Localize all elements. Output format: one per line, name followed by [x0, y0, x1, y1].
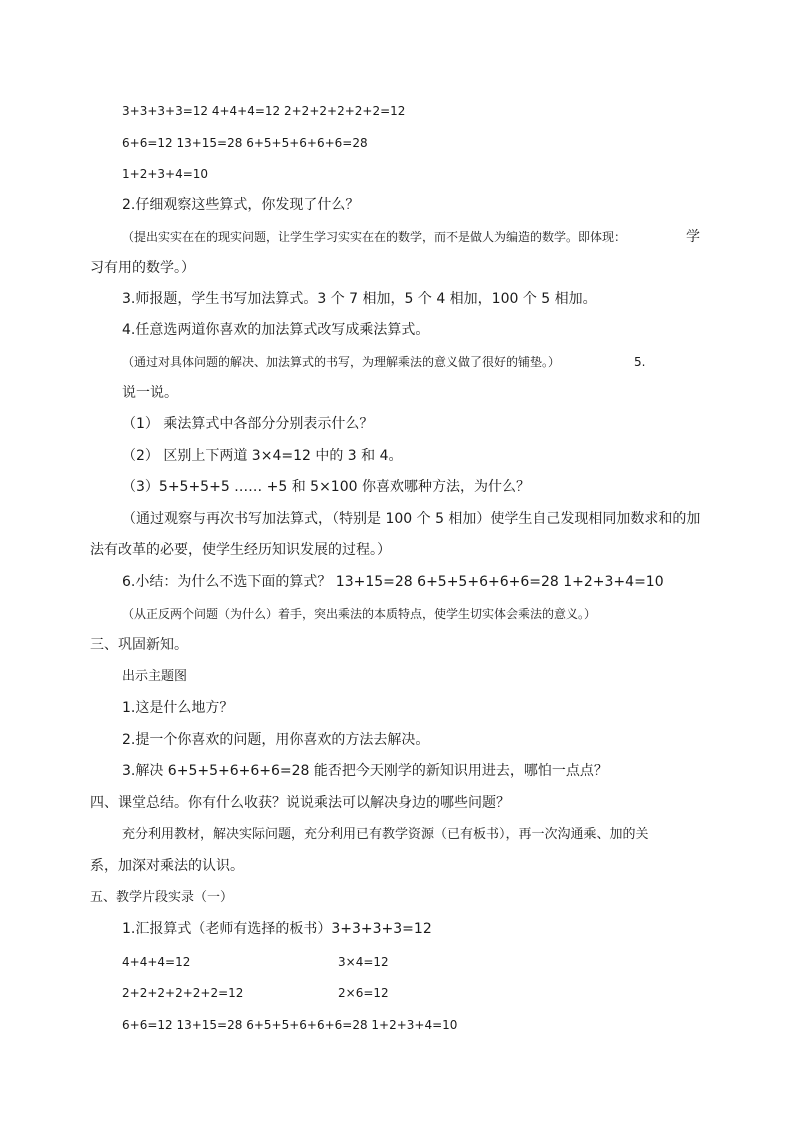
note-positive-negative: （从正反两个问题（为什么）着手，突出乘法的本质特点，使学生切实体会乘法的意义。）	[122, 607, 597, 621]
section-4-heading: 四、课堂总结。你有什么收获？说说乘法可以解决身边的哪些问题？	[90, 795, 510, 811]
consolidate-q3: 3.解决 6+5+5+6+6+6=28 能否把今天刚学的新知识用进去，哪怕一点点？	[122, 763, 608, 779]
note-observation: （通过观察与再次书写加法算式，（特别是 100 个 5 相加）使学生自己发现相同加数求和的加	[122, 511, 701, 527]
consolidate-q1: 1.这是什么地方？	[122, 700, 234, 716]
section-3-heading: 三、巩固新知。	[90, 637, 188, 653]
show-theme-picture: 出示主题图	[122, 669, 188, 684]
note-foundation: （通过对具体问题的解决、加法算式的书写，为理解乘法的意义做了很好的铺垫。）	[122, 355, 561, 369]
consolidate-q2: 2.提一个你喜欢的问题，用你喜欢的方法去解决。	[122, 732, 430, 748]
note-observation-cont: 法有改革的必要，使学生经历知识发展的过程。）	[90, 542, 391, 558]
step-5-number: 5.	[634, 355, 646, 369]
board-multiplication-2: 2×6=12	[338, 986, 389, 1000]
summary-text-cont: 系，加深对乘法的认识。	[90, 858, 244, 874]
board-addition-2: 2+2+2+2+2+2=12	[122, 986, 244, 1000]
step-4-text: 4.任意选两道你喜欢的加法算式改写成乘法算式。	[122, 322, 430, 338]
summary-text: 充分利用教材，解决实际问题，充分利用已有教学资源（已有板书），再一次沟通乘、加的关	[122, 827, 649, 842]
board-multiplication-1: 3×4=12	[338, 955, 389, 969]
board-addition-1: 4+4+4=12	[122, 955, 191, 969]
section-5-heading: 五、教学片段实录（一）	[90, 890, 234, 905]
equation-line-3: 1+2+3+4=10	[122, 167, 209, 181]
step-3-text: 3.师报题，学生书写加法算式。3 个 7 相加，5 个 4 相加，100 个 5 相加。	[122, 291, 597, 307]
equation-line-1: 3+3+3+3=12 4+4+4=12 2+2+2+2+2+2=12	[122, 104, 406, 118]
note-real-problem: （提出实实在在的现实问题，让学生学习实实在在的数学，而不是做人为编造的数学。即体现：	[122, 230, 627, 244]
step-6-summary: 6.小结：为什么不选下面的算式？ 13+15=28 6+5+5+6+6+6=28 1+2+3+4=10	[122, 574, 664, 590]
board-other-equations: 6+6=12 13+15=28 6+5+5+6+6+6=28 1+2+3+4=10	[122, 1018, 458, 1032]
step-5-text: 说一说。	[122, 385, 178, 401]
step-2-question: 2.仔细观察这些算式，你发现了什么？	[122, 197, 360, 213]
note-real-problem-tail: 学	[686, 229, 700, 245]
report-equations: 1.汇报算式（老师有选择的板书）3+3+3+3=12	[122, 921, 432, 937]
sub-question-1: （1） 乘法算式中各部分分别表示什么？	[122, 416, 374, 432]
note-real-problem-cont: 习有用的数学。）	[90, 260, 195, 276]
sub-question-2: （2） 区别上下两道 3×4=12 中的 3 和 4。	[122, 448, 403, 464]
sub-question-3: （3）5+5+5+5 …… +5 和 5×100 你喜欢哪种方法，为什么？	[122, 479, 530, 495]
equation-line-2: 6+6=12 13+15=28 6+5+5+6+6+6=28	[122, 136, 368, 150]
